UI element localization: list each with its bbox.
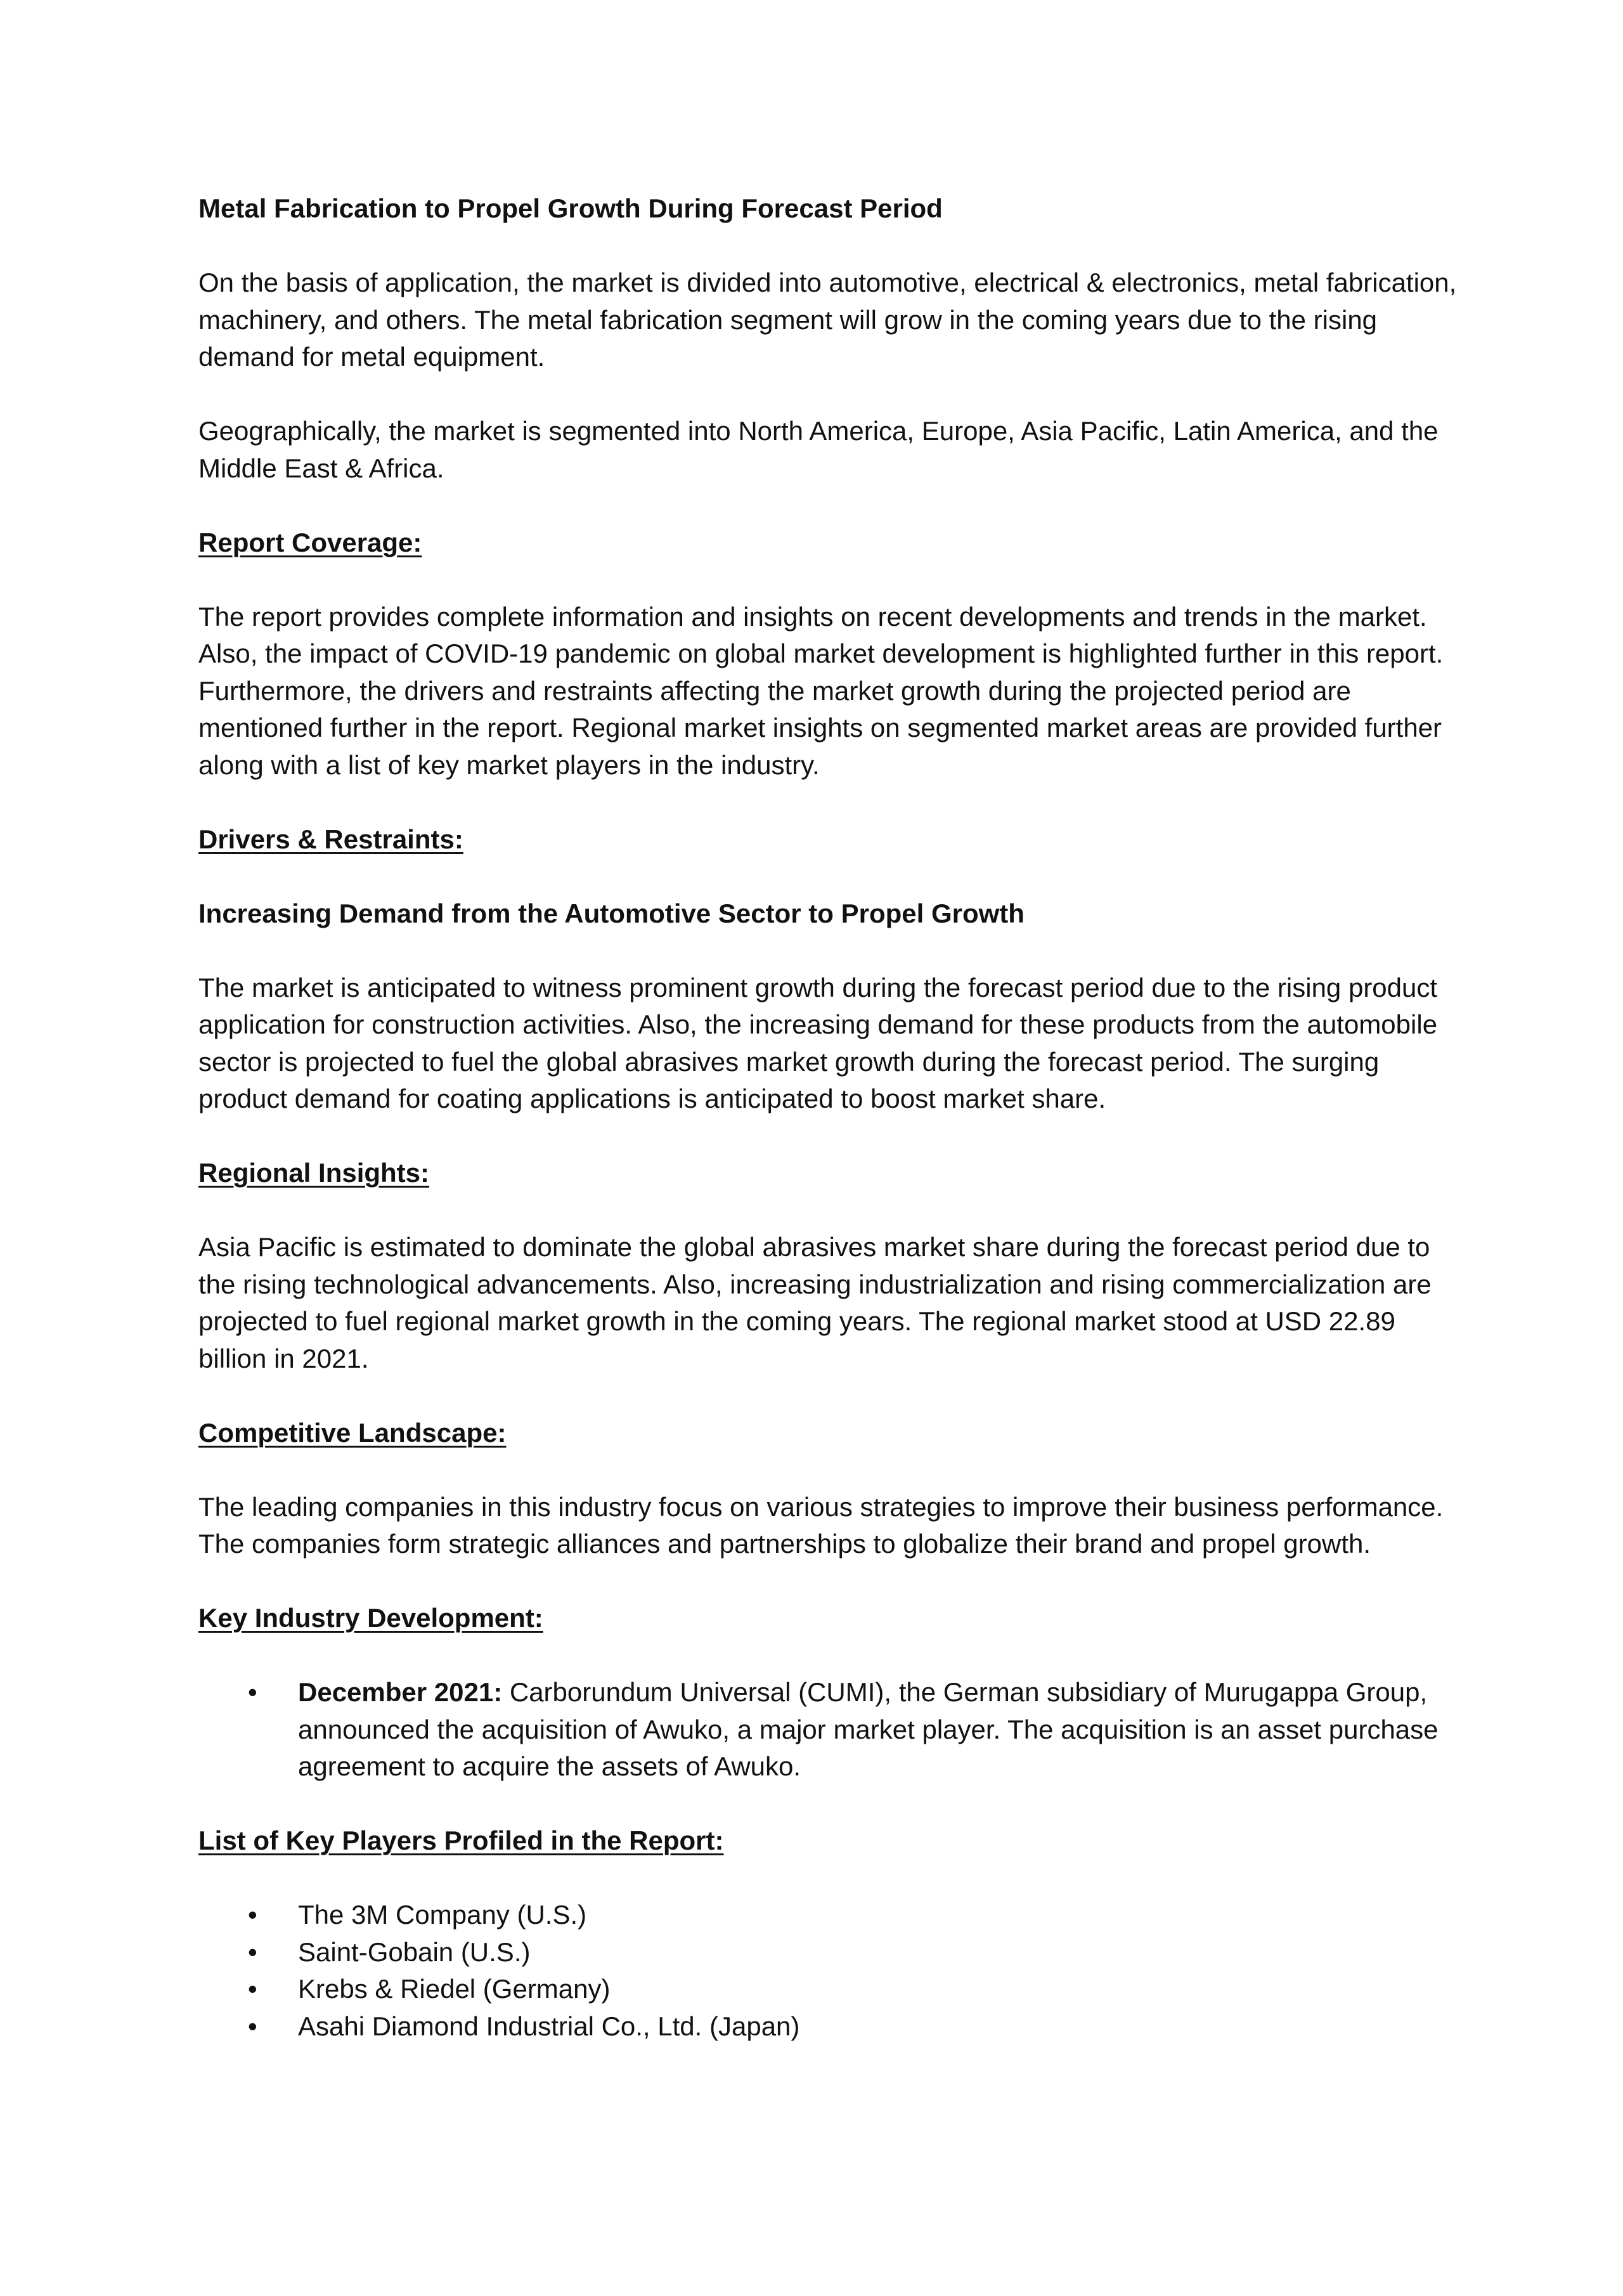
key-player-name: The 3M Company (U.S.) [298,1900,587,1930]
list-item [198,1971,1466,2008]
development-item [198,1674,1466,1786]
development-list [198,1674,1466,1786]
section-heading-key-players: List of Key Players Profiled in the Report: [198,1826,724,1855]
paragraph-drivers: The market is anticipated to witness prominent growth during the forecast period due to the rising product application for construction activities. Also, the increasing demand for these products from the automobile sector is projected to fuel the global abrasives market growth during the forecast period. The surging product demand for coating applications is anticipated to boost market share. [198,972,1438,1113]
paragraph-report-coverage: The report provides complete information and insights on recent developments and trends in the market. Also, the impact of COVID-19 pandemic on global market development is highlighted further in this report. Furthermore, the drivers and restraints affecting the market growth during the projected period are mentioned further in the report. Regional market insights on segmented market areas are provided further along with a list of key market players in the industry. [198,601,1444,780]
section-heading-metal-fabrication: Metal Fabrication to Propel Growth During Forecast Period [198,193,943,223]
paragraph-regional-insights: Asia Pacific is estimated to dominate the global abrasives market share during the forecast period due to the rising technological advancements. Also, increasing industrialization and rising commercialization are projected to fuel regional market growth in the coming years. The regional market stood at USD 22.89 billion in 2021. [198,1232,1432,1373]
paragraph-application-segments: On the basis of application, the market is divided into automotive, electrical & electronics, metal fabrication, machinery, and others. The metal fabrication segment will grow in the coming years due to the rising demand for metal equipment. [198,268,1457,372]
section-heading-regional-insights: Regional Insights: [198,1158,430,1188]
development-text: Carborundum Universal (CUMI), the German subsidiary of Murugappa Group, announced the acquisition of Awuko, a major market player. The acquisition is an asset purchase agreement to acquire the assets of Awuko. [298,1677,1439,1781]
bullet-icon: • [248,1974,257,2004]
bullet-icon: • [248,2011,257,2041]
document-page [198,190,1466,2045]
bullet-icon: • [248,1936,257,1967]
key-player-name: Krebs & Riedel (Germany) [298,1974,611,2004]
section-heading-key-industry-development: Key Industry Development: [198,1603,543,1633]
bullet-icon: • [248,1677,257,1707]
list-item [198,1897,1466,1934]
paragraph-geographic-segments: Geographically, the market is segmented into North America, Europe, Asia Pacific, Latin America, and the Middle East & Africa. [198,416,1439,483]
list-item [198,2008,1466,2046]
bullet-icon: • [248,1900,257,1930]
key-player-name: Saint-Gobain (U.S.) [298,1936,531,1967]
section-heading-report-coverage: Report Coverage: [198,527,422,557]
subheading-automotive-demand: Increasing Demand from the Automotive Sector to Propel Growth [198,898,1025,928]
list-item [198,1934,1466,1971]
paragraph-competitive-landscape: The leading companies in this industry focus on various strategies to improve their business performance. The companies form strategic alliances and partnerships to globalize their brand and propel growth. [198,1491,1444,1559]
key-players-list [198,1897,1466,2045]
section-heading-drivers-restraints: Drivers & Restraints: [198,824,463,854]
section-heading-competitive-landscape: Competitive Landscape: [198,1417,507,1448]
development-date: December 2021: [298,1677,503,1707]
key-player-name: Asahi Diamond Industrial Co., Ltd. (Japan) [298,2011,800,2041]
